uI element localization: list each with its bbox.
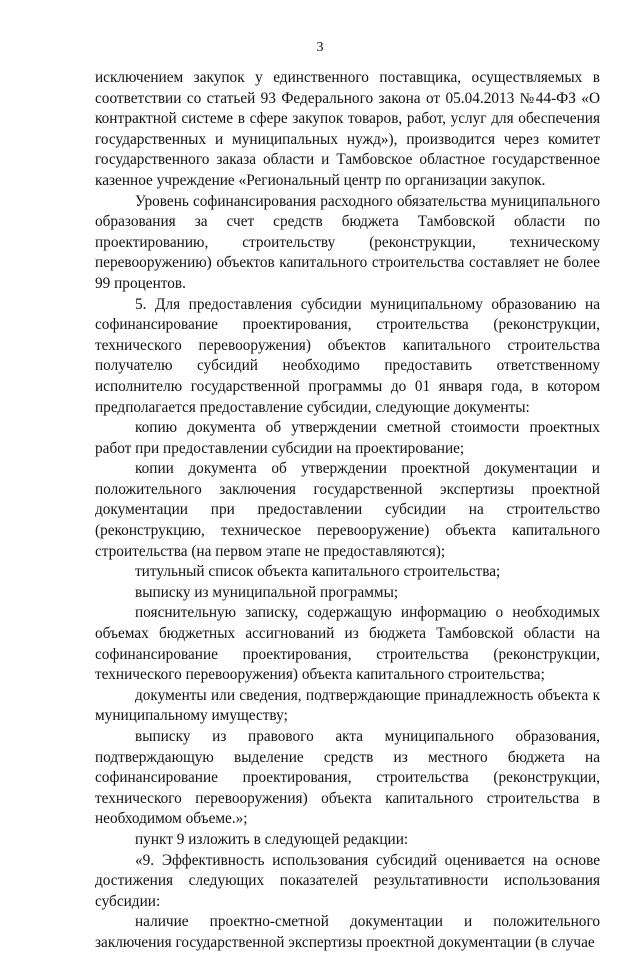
document-body — [95, 68, 600, 954]
page-number: 3 — [316, 40, 324, 55]
paragraph-design-docs-copy: копии документа об утверждении проектной документации и положительного заключения государственной экспертизы проектной документации при предоставлении субсидии на строительство (реконструкцию, техническое перевооружение) объекта капитального строительства (на первом этапе не предоставляются); — [95, 460, 600, 560]
paragraph-procurement-exception: исключением закупок у единственного поставщика, осуществляемых в соответствии со статьей 93 Федерального закона от 05.04.2013 №44-ФЗ «О контрактной системе в сфере закупок товаров, работ, услуг для обеспечения государственных и муниципальных нужд»), производится через комитет государственного заказа области и Тамбовское областное государственное казенное учреждение «Региональный центр по организации закупок. — [95, 69, 600, 189]
paragraph-explanatory-note: пояснительную записку, содержащую информацию о необходимых объемах бюджетных ассигнований из бюджета Тамбовской области на софинансирование проектирования, строительства (реконструкции, технического перевооружения) объекта капитального строительства; — [95, 604, 600, 684]
paragraph-cofinancing-level: Уровень софинансирования расходного обязательства муниципального образования за счет средств бюджета Тамбовской области по проектированию, строительству (реконструкции, техническому перевооружению) объектов капитального строительства составляет не более 99 процентов. — [95, 192, 600, 292]
paragraph-title-list: титульный список объекта капитального строительства; — [135, 563, 501, 581]
paragraph-indicator-1: наличие проектно-сметной документации и положительного заключения государственной экспертизы проектной документации (в случае — [95, 913, 600, 951]
paragraph-ownership-docs: документы или сведения, подтверждающие принадлежность объекта к муниципальному имуществу; — [95, 686, 600, 725]
paragraph-program-extract: выписку из муниципальной программы; — [135, 583, 399, 601]
paragraph-legal-act-extract: выписку из правового акта муниципального образования, подтверждающую выделение средств из местного бюджета на софинансирование проектирования, строительства (реконструкции, технического перевооружения) объекта капитального строительства в необходимом объеме.»; — [95, 728, 600, 828]
paragraph-estimate-copy: копию документа об утверждении сметной стоимости проектных работ при предоставлении субсидии на проектирование; — [95, 419, 600, 457]
paragraph-item-5: 5. Для предоставления субсидии муниципальному образованию на софинансирование проектирования, строительства (реконструкции, технического перевооружения) объектов капитального строительства получателю субсидий необходимо предоставить ответственному исполнителю государственной программы до 01 января года, в котором предполагается предоставление субсидии, следующие документы: — [95, 295, 600, 416]
paragraph-item-9-instruction: пункт 9 изложить в следующей редакции: — [135, 830, 409, 848]
paragraph-item-9-text: «9. Эффективность использования субсидий оценивается на основе достижения следующих показателей результативности использования субсидии: — [95, 851, 600, 910]
